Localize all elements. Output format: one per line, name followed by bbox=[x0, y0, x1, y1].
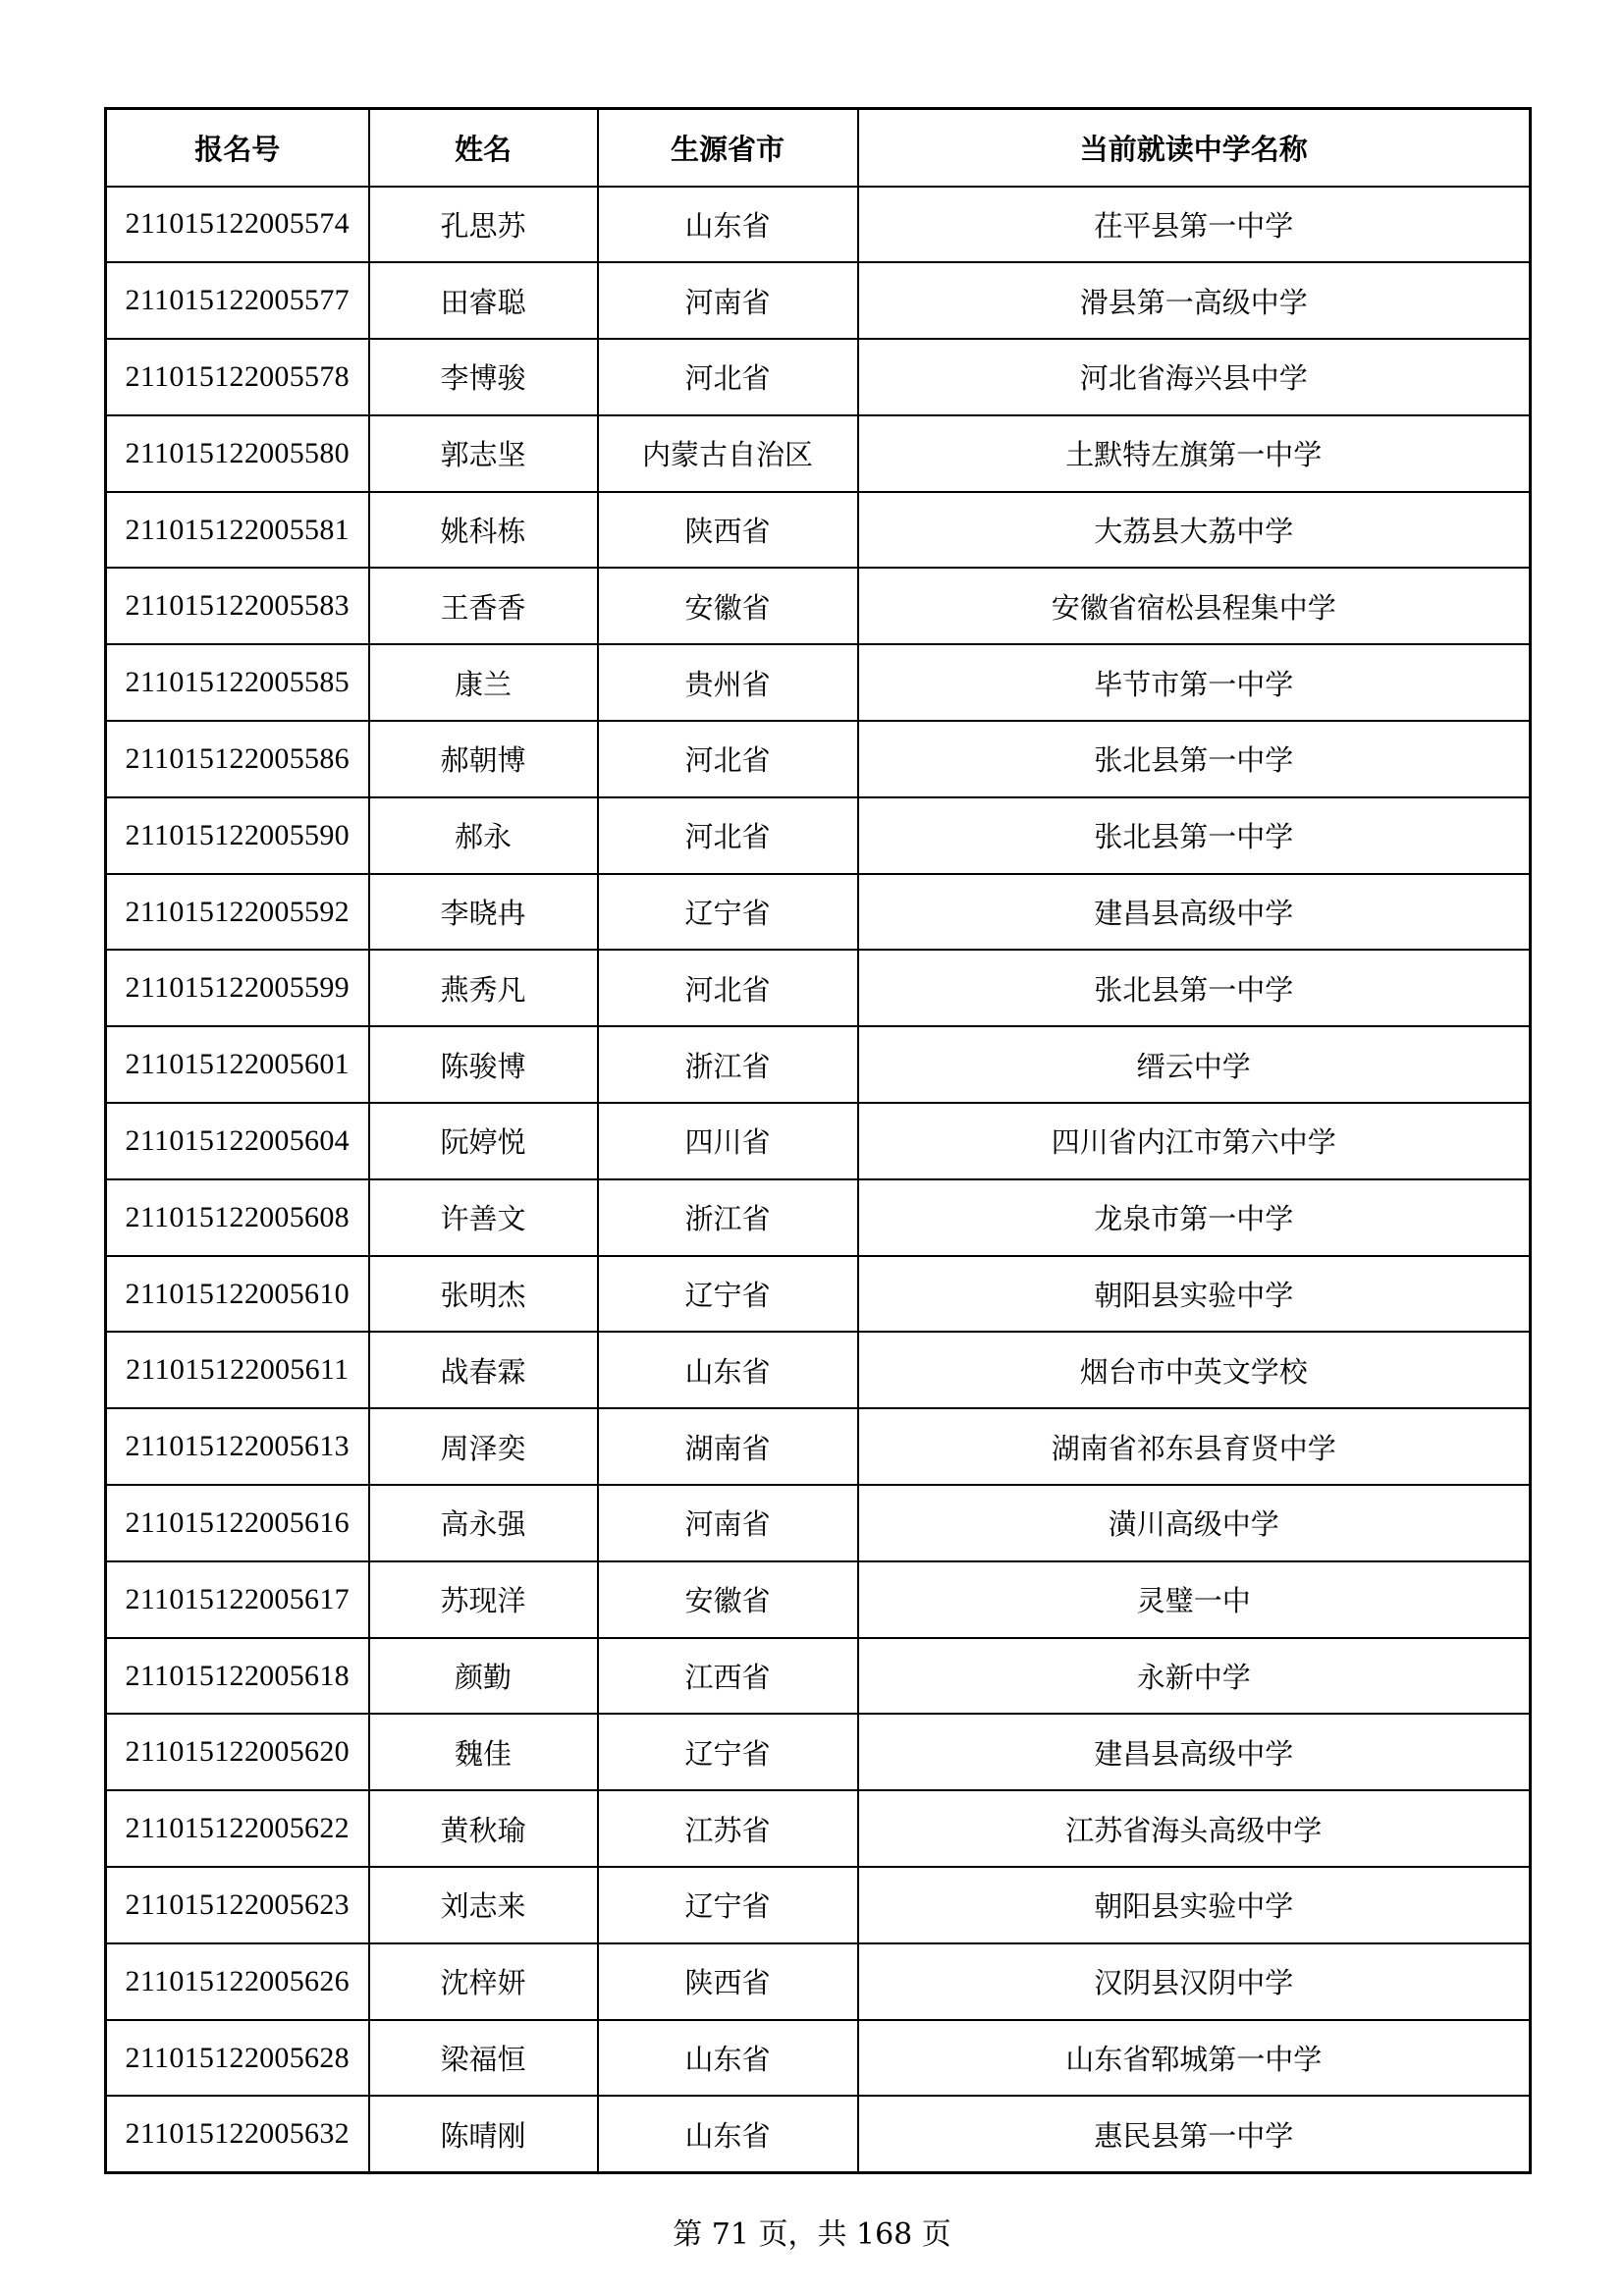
table-row bbox=[106, 339, 1531, 415]
cell-registration-number: 211015122005580 bbox=[106, 415, 369, 492]
cell-province: 河北省 bbox=[598, 721, 858, 797]
cell-name: 陈晴刚 bbox=[369, 2096, 598, 2172]
cell-name: 苏现洋 bbox=[369, 1561, 598, 1638]
cell-registration-number: 211015122005574 bbox=[106, 187, 369, 263]
cell-name: 阮婷悦 bbox=[369, 1103, 598, 1179]
cell-name: 王香香 bbox=[369, 568, 598, 644]
cell-name: 张明杰 bbox=[369, 1256, 598, 1333]
cell-name: 黄秋瑜 bbox=[369, 1790, 598, 1867]
cell-province: 辽宁省 bbox=[598, 1867, 858, 1943]
cell-name: 郝永 bbox=[369, 797, 598, 874]
cell-registration-number: 211015122005617 bbox=[106, 1561, 369, 1638]
cell-province: 安徽省 bbox=[598, 1561, 858, 1638]
table-row bbox=[106, 1256, 1531, 1333]
table-row bbox=[106, 187, 1531, 263]
table-row bbox=[106, 1179, 1531, 1256]
cell-name: 孔思苏 bbox=[369, 187, 598, 263]
roster-table bbox=[104, 107, 1532, 2174]
table-row bbox=[106, 1485, 1531, 1561]
cell-name: 刘志来 bbox=[369, 1867, 598, 1943]
cell-province: 安徽省 bbox=[598, 568, 858, 644]
cell-school: 四川省内江市第六中学 bbox=[858, 1103, 1531, 1179]
cell-registration-number: 211015122005585 bbox=[106, 644, 369, 721]
cell-province: 山东省 bbox=[598, 187, 858, 263]
page-number-footer: 第 71 页，共 168 页 bbox=[673, 2217, 951, 2252]
cell-school: 惠民县第一中学 bbox=[858, 2096, 1531, 2172]
cell-name: 燕秀凡 bbox=[369, 950, 598, 1026]
cell-registration-number: 211015122005592 bbox=[106, 874, 369, 951]
cell-name: 周泽奕 bbox=[369, 1408, 598, 1485]
cell-province: 陕西省 bbox=[598, 1943, 858, 2020]
cell-name: 郝朝博 bbox=[369, 721, 598, 797]
cell-school: 建昌县高级中学 bbox=[858, 1714, 1531, 1790]
cell-province: 浙江省 bbox=[598, 1179, 858, 1256]
cell-name: 田睿聪 bbox=[369, 262, 598, 339]
cell-registration-number: 211015122005632 bbox=[106, 2096, 369, 2172]
cell-school: 土默特左旗第一中学 bbox=[858, 415, 1531, 492]
cell-province: 江苏省 bbox=[598, 1790, 858, 1867]
cell-province: 内蒙古自治区 bbox=[598, 415, 858, 492]
cell-school: 山东省郓城第一中学 bbox=[858, 2020, 1531, 2097]
cell-province: 江西省 bbox=[598, 1638, 858, 1715]
cell-name: 李晓冉 bbox=[369, 874, 598, 951]
cell-school: 朝阳县实验中学 bbox=[858, 1867, 1531, 1943]
cell-province: 四川省 bbox=[598, 1103, 858, 1179]
table-row bbox=[106, 262, 1531, 339]
cell-registration-number: 211015122005599 bbox=[106, 950, 369, 1026]
table-row bbox=[106, 492, 1531, 569]
cell-province: 贵州省 bbox=[598, 644, 858, 721]
cell-school: 茌平县第一中学 bbox=[858, 187, 1531, 263]
cell-school: 汉阴县汉阴中学 bbox=[858, 1943, 1531, 2020]
header-province: 生源省市 bbox=[598, 109, 858, 187]
table-header-row bbox=[106, 109, 1531, 187]
cell-school: 龙泉市第一中学 bbox=[858, 1179, 1531, 1256]
cell-registration-number: 211015122005611 bbox=[106, 1332, 369, 1408]
cell-school: 滑县第一高级中学 bbox=[858, 262, 1531, 339]
cell-province: 湖南省 bbox=[598, 1408, 858, 1485]
cell-registration-number: 211015122005604 bbox=[106, 1103, 369, 1179]
table-row bbox=[106, 415, 1531, 492]
cell-school: 湖南省祁东县育贤中学 bbox=[858, 1408, 1531, 1485]
cell-province: 河南省 bbox=[598, 262, 858, 339]
cell-province: 陕西省 bbox=[598, 492, 858, 569]
table-row bbox=[106, 797, 1531, 874]
cell-name: 魏佳 bbox=[369, 1714, 598, 1790]
cell-school: 朝阳县实验中学 bbox=[858, 1256, 1531, 1333]
cell-province: 山东省 bbox=[598, 2096, 858, 2172]
table-row bbox=[106, 1561, 1531, 1638]
table-body bbox=[106, 187, 1531, 2173]
header-registration-number: 报名号 bbox=[106, 109, 369, 187]
header-school: 当前就读中学名称 bbox=[858, 109, 1531, 187]
cell-registration-number: 211015122005586 bbox=[106, 721, 369, 797]
header-name: 姓名 bbox=[369, 109, 598, 187]
cell-name: 梁福恒 bbox=[369, 2020, 598, 2097]
cell-registration-number: 211015122005583 bbox=[106, 568, 369, 644]
cell-name: 许善文 bbox=[369, 1179, 598, 1256]
cell-registration-number: 211015122005610 bbox=[106, 1256, 369, 1333]
cell-registration-number: 211015122005608 bbox=[106, 1179, 369, 1256]
cell-registration-number: 211015122005578 bbox=[106, 339, 369, 415]
table-row bbox=[106, 1103, 1531, 1179]
cell-registration-number: 211015122005620 bbox=[106, 1714, 369, 1790]
cell-province: 辽宁省 bbox=[598, 874, 858, 951]
table-row bbox=[106, 950, 1531, 1026]
table-row bbox=[106, 1332, 1531, 1408]
cell-registration-number: 211015122005590 bbox=[106, 797, 369, 874]
cell-name: 李博骏 bbox=[369, 339, 598, 415]
cell-province: 浙江省 bbox=[598, 1026, 858, 1103]
cell-name: 郭志坚 bbox=[369, 415, 598, 492]
cell-province: 山东省 bbox=[598, 1332, 858, 1408]
cell-registration-number: 211015122005601 bbox=[106, 1026, 369, 1103]
cell-school: 潢川高级中学 bbox=[858, 1485, 1531, 1561]
cell-school: 缙云中学 bbox=[858, 1026, 1531, 1103]
cell-name: 沈梓妍 bbox=[369, 1943, 598, 2020]
table-row bbox=[106, 1790, 1531, 1867]
table-row bbox=[106, 644, 1531, 721]
cell-school: 张北县第一中学 bbox=[858, 797, 1531, 874]
cell-registration-number: 211015122005616 bbox=[106, 1485, 369, 1561]
cell-school: 烟台市中英文学校 bbox=[858, 1332, 1531, 1408]
table-row bbox=[106, 721, 1531, 797]
table-row bbox=[106, 1943, 1531, 2020]
cell-province: 河北省 bbox=[598, 797, 858, 874]
cell-registration-number: 211015122005577 bbox=[106, 262, 369, 339]
table-row bbox=[106, 2096, 1531, 2172]
cell-registration-number: 211015122005618 bbox=[106, 1638, 369, 1715]
cell-registration-number: 211015122005581 bbox=[106, 492, 369, 569]
table-row bbox=[106, 1026, 1531, 1103]
cell-province: 河北省 bbox=[598, 339, 858, 415]
cell-name: 康兰 bbox=[369, 644, 598, 721]
cell-province: 山东省 bbox=[598, 2020, 858, 2097]
cell-province: 河北省 bbox=[598, 950, 858, 1026]
table-row bbox=[106, 2020, 1531, 2097]
cell-name: 颜勤 bbox=[369, 1638, 598, 1715]
cell-registration-number: 211015122005628 bbox=[106, 2020, 369, 2097]
cell-school: 永新中学 bbox=[858, 1638, 1531, 1715]
cell-school: 建昌县高级中学 bbox=[858, 874, 1531, 951]
table-row bbox=[106, 1867, 1531, 1943]
cell-school: 毕节市第一中学 bbox=[858, 644, 1531, 721]
cell-school: 河北省海兴县中学 bbox=[858, 339, 1531, 415]
cell-school: 张北县第一中学 bbox=[858, 950, 1531, 1026]
cell-school: 安徽省宿松县程集中学 bbox=[858, 568, 1531, 644]
cell-school: 大荔县大荔中学 bbox=[858, 492, 1531, 569]
cell-name: 陈骏博 bbox=[369, 1026, 598, 1103]
cell-name: 战春霖 bbox=[369, 1332, 598, 1408]
table-row bbox=[106, 1638, 1531, 1715]
table-row bbox=[106, 1714, 1531, 1790]
cell-province: 辽宁省 bbox=[598, 1256, 858, 1333]
cell-registration-number: 211015122005626 bbox=[106, 1943, 369, 2020]
cell-registration-number: 211015122005613 bbox=[106, 1408, 369, 1485]
cell-school: 江苏省海头高级中学 bbox=[858, 1790, 1531, 1867]
cell-school: 张北县第一中学 bbox=[858, 721, 1531, 797]
cell-province: 河南省 bbox=[598, 1485, 858, 1561]
cell-province: 辽宁省 bbox=[598, 1714, 858, 1790]
cell-name: 姚科栋 bbox=[369, 492, 598, 569]
table-row bbox=[106, 568, 1531, 644]
table-row bbox=[106, 1408, 1531, 1485]
table-row bbox=[106, 874, 1531, 951]
cell-name: 高永强 bbox=[369, 1485, 598, 1561]
cell-school: 灵璧一中 bbox=[858, 1561, 1531, 1638]
cell-registration-number: 211015122005623 bbox=[106, 1867, 369, 1943]
cell-registration-number: 211015122005622 bbox=[106, 1790, 369, 1867]
